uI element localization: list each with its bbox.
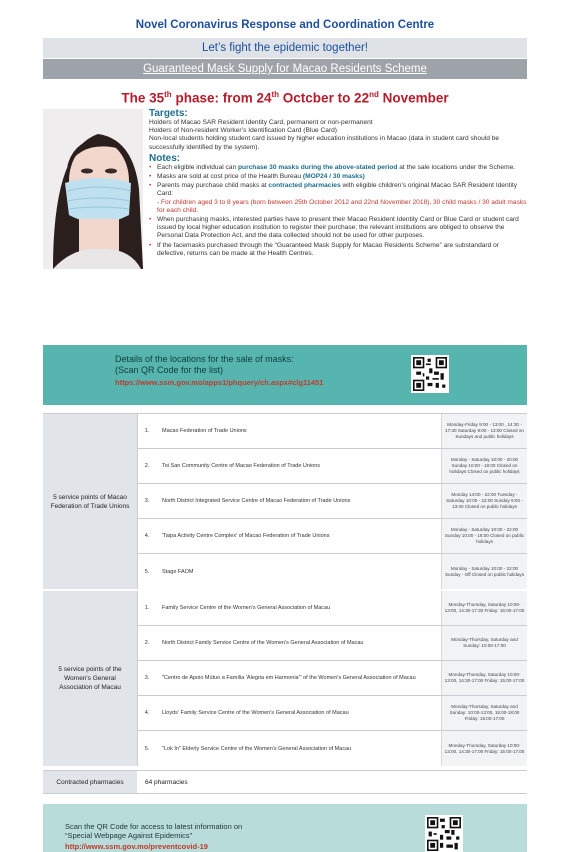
row-number: 4.: [144, 710, 150, 716]
note-item: • Masks are sold at cost price of the Health Bureau (MOP24 / 30 masks): [149, 173, 365, 181]
woman-with-mask-photo: [43, 109, 143, 269]
opening-hours: Monday - Saturday 10:00 - 22:00 Sunday - Off Closed on public holidays: [441, 554, 527, 589]
target-line: Non-local students holding student card issued by higher education institutions in Macao (data in student card should be successfully identified by the system).: [149, 135, 500, 151]
opening-hours: Monday-Thursday, Saturday 10:00-13:00, 14:30-17:00 Friday: 15:00-17:00: [441, 661, 527, 695]
location-name: "Lok In" Elderly Service Centre of the Women's General Association of Macau: [162, 745, 352, 752]
locations-title: Details of the locations for the sale of masks: (Scan QR Code for the list): [115, 354, 294, 375]
row-number: 1.: [144, 428, 150, 434]
row-number: 3.: [144, 675, 150, 681]
note-item: • If the facemasks purchased through the “Guaranteed Mask Supply for Macao Residents Scheme” are substandard or defective, returns can be made at the Health Centres.: [149, 241, 499, 257]
note-item: • When purchasing masks, interested parties have to present their Macao Resident Identity Card or Blue Card or student card issued by local higher education institution to register their purchase; the relevant institutions are obliged to observe the Personal Data Protection Act, and the data collected should not be used for other purposes.: [149, 216, 519, 240]
intro-section: [43, 107, 527, 339]
table-row: [137, 554, 527, 589]
organisation-title: Novel Coronavirus Response and Coordination Centre: [135, 19, 435, 31]
womens-association-group: [43, 591, 527, 768]
opening-hours: Monday - Saturday 10:00 - 20:00 Sunday 10:00 - 18:00 Closed on holidays Closed on public holidays: [441, 449, 527, 483]
table-row: [137, 626, 527, 661]
location-name: Lloyds' Family Service Centre of the Women's General Association of Macau: [162, 710, 349, 716]
target-line: Holders of Non-resident Worker’s Identification Card (Blue Card): [149, 127, 338, 135]
row-number: 5.: [144, 568, 150, 575]
footer-link[interactable]: http://www.ssm.gov.mo/preventcovid-19: [65, 842, 208, 851]
table-row: [137, 591, 527, 626]
qr-code-icon: [413, 357, 447, 391]
location-name: North District Family Service Centre of the Women's General Association of Macau: [162, 640, 364, 646]
group-rows: [137, 591, 527, 766]
table-row: [137, 519, 527, 554]
locations-banner: [43, 345, 527, 405]
table-row: [137, 731, 527, 766]
note-item: • Each eligible individual can purchase 30 masks during the above-stated period at the sale locations under the Scheme.: [149, 163, 516, 171]
phase-title: The 35th phase: from 24th Octcber to 22nd November: [121, 90, 449, 106]
row-number: 2.: [144, 640, 150, 646]
notes-list: [149, 164, 527, 258]
location-name: 'Taipa Activity Centre Complex' of Macao Federation of Trade Unions: [162, 533, 330, 539]
location-name: "Centro de Apoio Mútuo a Família 'Alegria em Harmonia'" of the Women's General Association of Macau: [162, 675, 416, 681]
slogan-bar: Let’s fight the epidemic together!: [43, 38, 527, 58]
target-line: Holders of Macao SAR Resident Identity Card, permanent or non-permanent: [149, 119, 373, 126]
footer-banner: [43, 804, 527, 852]
poster: [43, 14, 527, 851]
scheme-title-bar: Guaranteed Mask Supply for Macao Residents Scheme: [43, 59, 527, 79]
locations-link[interactable]: https://www.ssm.gov.mo/apps1/phquery/ch.aspx#clg11451: [115, 378, 324, 387]
table-row: [137, 484, 527, 519]
opening-hours: Monday-Friday 9:00 - 13:00 , 14:30 - 17:30 Saturday 9:00 - 13:00 Closed on Sundays and public holidays: [441, 414, 527, 448]
table-row: [137, 696, 527, 731]
opening-hours: Monday - Saturday 10:00 - 22:00 Sunday 10:00 - 18:00 Closed on public holidays: [441, 519, 527, 553]
contracted-label: Contracted pharmacies: [43, 771, 137, 793]
group-name: 5 service points of the Women's General Association of Macau: [43, 591, 137, 766]
qr-code-epidemic-page[interactable]: [425, 815, 463, 852]
trade-unions-group: [43, 414, 527, 591]
table-row: [137, 414, 527, 449]
location-name: North District Integrated Service Centre of Macao Federation of Trade Unions: [162, 498, 351, 504]
child-mask-note: - For children aged 3 to 8 years (born between 25th October 2012 and 22nd November 2018), 30 child masks / 30 adult masks for each child.: [157, 198, 527, 214]
footer-text: Scan the QR Code for access to latest information on “Special Webpage Against Epidemics”: [65, 822, 243, 840]
notes-heading: Notes:: [149, 152, 181, 164]
row-number: 3.: [144, 498, 150, 504]
opening-hours: Monday-Thursday, Saturday and Sunday: 10:00-13:00, 15:00-18:00 Friday: 15:00-17:00: [441, 696, 527, 730]
note-item: • Parents may purchase child masks at contracted pharmacies with eligible children's original Macao SAR Resident Identity Card: - For children aged 3 to 8 years (born between 25th October 2012 and 22nd November 2018), 30 child masks / 30 adult masks for each child.: [149, 182, 527, 214]
table-row: [137, 661, 527, 696]
opening-hours: Monday 14:00 - 22:00 Tuesday - Saturday 10:00 - 22:00 Sunday 9:00 - 13:00 Closed on public holidays: [441, 484, 527, 518]
location-name: Toi San Community Centre of Macao Federation of Trade Unions: [162, 463, 321, 469]
locations-table: [43, 413, 527, 794]
group-name: 5 service points of Macao Federation of Trade Unions: [43, 414, 137, 589]
row-number: 1.: [144, 605, 150, 611]
qr-code-icon: [427, 817, 461, 851]
opening-hours: Monday-Thursday, Saturday and Sunday: 10:00-17:00: [441, 626, 527, 660]
table-row: [137, 449, 527, 484]
group-rows: [137, 414, 527, 589]
contracted-pharmacies-row: [43, 770, 527, 794]
targets-and-notes: [143, 107, 527, 339]
location-name: Macao Federation of Trade Unions: [162, 428, 247, 434]
row-number: 2.: [144, 463, 150, 469]
row-number: 4.: [144, 533, 150, 539]
location-name: Family Service Centre of the Women's General Association of Macau: [162, 605, 331, 611]
row-number: 5.: [144, 745, 150, 752]
contracted-value: 64 pharmacies: [145, 778, 188, 786]
opening-hours: Monday-Thursday, Saturday 10:00-13:00, 14:30-17:00 Friday: 15:00-17:00: [441, 731, 527, 766]
targets-heading: Targets:: [149, 108, 188, 119]
location-name: Stage FAOM: [162, 568, 194, 575]
opening-hours: Monday-Thursday, Saturday 10:00-13:00, 14:30-17:30 Friday: 15:00-17:00: [441, 591, 527, 625]
qr-code-locations[interactable]: [411, 355, 449, 393]
